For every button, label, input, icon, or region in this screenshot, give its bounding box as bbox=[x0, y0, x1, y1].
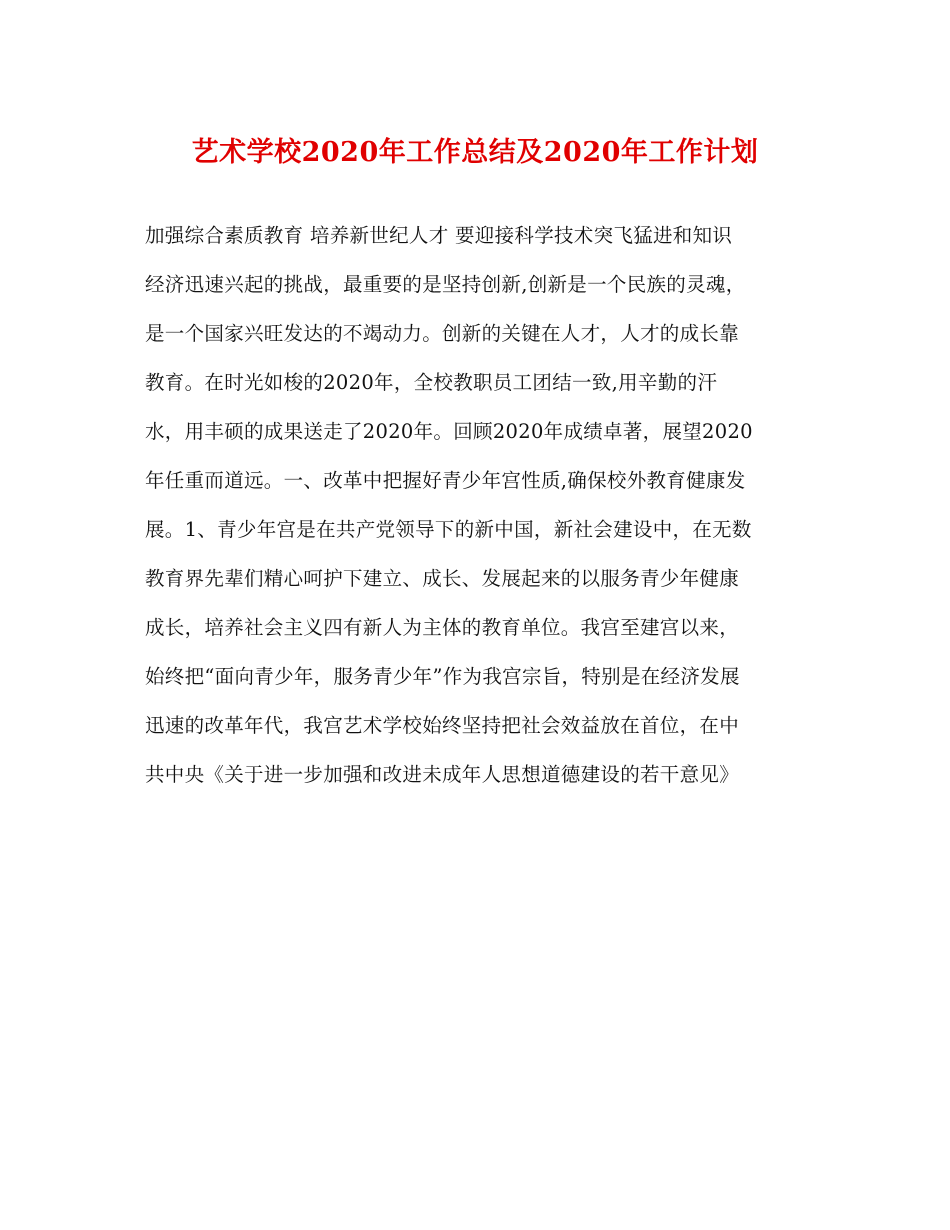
body-line: 经济迅速兴起的挑战，最重要的是坚持创新,创新是一个民族的灵魂， bbox=[145, 273, 746, 296]
body-line: 年任重而道远。一、改革中把握好青少年宫性质,确保校外教育健康发 bbox=[145, 469, 746, 492]
body-line: 共中央《关于进一步加强和改进未成年人思想道德建设的若干意见》 bbox=[145, 763, 740, 786]
body-line: 成长，培养社会主义四有新人为主体的教育单位。我宫至建宫以来， bbox=[145, 616, 740, 639]
document-title: 艺术学校2020年工作总结及2020年工作计划 bbox=[191, 137, 759, 168]
body-line: 是一个国家兴旺发达的不竭动力。创新的关键在人才，人才的成长靠 bbox=[145, 322, 740, 345]
document-body bbox=[145, 212, 810, 800]
body-line: 教育界先辈们精心呵护下建立、成长、发展起来的以服务青少年健康 bbox=[145, 567, 740, 590]
body-line: 水，用丰硕的成果送走了2020年。回顾2020年成绩卓著，展望2020 bbox=[145, 420, 753, 443]
body-line: 加强综合素质教育 培养新世纪人才 要迎接科学技术突飞猛进和知识 bbox=[145, 224, 733, 247]
body-line: 迅速的改革年代，我宫艺术学校始终坚持把社会效益放在首位，在中 bbox=[145, 714, 740, 737]
body-line: 展。1、青少年宫是在共产党领导下的新中国，新社会建设中，在无数 bbox=[145, 518, 752, 541]
body-line: 始终把“面向青少年，服务青少年”作为我宫宗旨，特别是在经济发展 bbox=[145, 665, 740, 688]
body-line: 教育。在时光如梭的2020年，全校教职员工团结一致,用辛勤的汗 bbox=[145, 371, 718, 394]
